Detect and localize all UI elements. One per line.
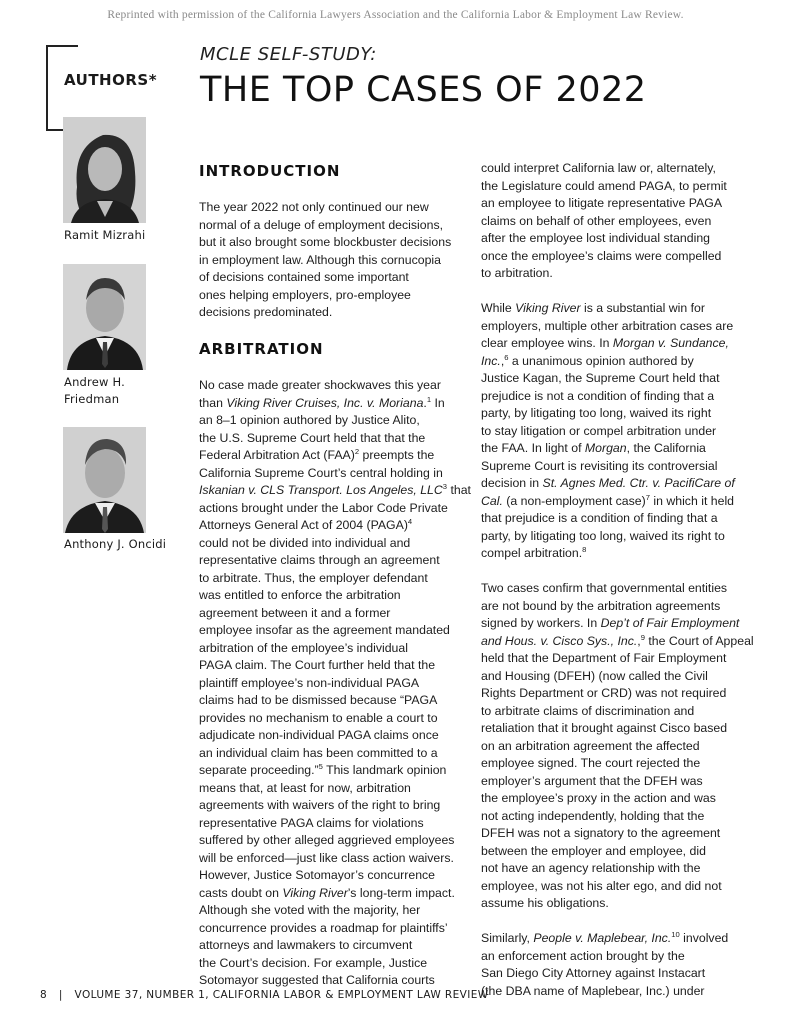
paragraph <box>481 930 754 1000</box>
text-line: employer’s argument that the DFEH was <box>481 773 703 788</box>
text-line: normal of a deluge of employment decisions, <box>199 217 444 232</box>
text-line: Two cases confirm that governmental entities <box>481 581 728 595</box>
text-line: attorneys and lawmakers to circumvent <box>199 938 413 952</box>
text-line: prejudice is not a condition of finding that a <box>481 388 715 403</box>
text-line: are not bound by the arbitration agreements <box>481 598 721 613</box>
text-line: not acting independently, holding that the <box>481 808 705 823</box>
text-line: provides no mechanism to enable a court to <box>199 710 438 725</box>
text-line: adjudicate non-individual PAGA claims once <box>199 728 439 742</box>
text-line: representative claims through an agreement <box>199 553 440 567</box>
text-line: retaliation that it brought against Cisco based <box>481 721 728 735</box>
series-label: MCLE SELF-STUDY: <box>200 44 377 65</box>
text-line: but it also brought some blockbuster decisions <box>199 235 452 249</box>
text-line: DFEH was not a signatory to the agreement <box>481 826 721 840</box>
author-name-line: Friedman <box>64 392 120 406</box>
text-line: to stay litigation or compel arbitration under <box>481 423 717 438</box>
text-line: not have an agency relationship with the <box>481 861 701 875</box>
text-line: claims on behalf of other employees, even <box>481 213 712 228</box>
paragraph <box>481 300 754 563</box>
text-line: could interpret California law or, alternately, <box>481 161 716 175</box>
text-line: Although she voted with the majority, her <box>199 903 421 917</box>
text-line: California Supreme Court’s central holding in <box>199 465 443 480</box>
article-title: THE TOP CASES OF 2022 <box>200 70 647 110</box>
reprint-notice: Reprinted with permission of the California Lawyers Association and the California Labor & Employment Law Review. <box>107 9 684 21</box>
paragraph <box>481 160 754 283</box>
text-line: the Legislature could amend PAGA, to permit <box>481 178 727 193</box>
text-line: an enforcement action brought by the <box>481 948 685 963</box>
text-line: could not be divided into individual and <box>199 535 411 550</box>
text-line: employers, multiple other arbitration cases are <box>481 318 734 333</box>
text-line: Iskanian v. CLS Transport. Los Angeles, LLC$^3$ that <box>199 481 471 497</box>
text-line: compel arbitration.$^8$ <box>481 544 587 560</box>
arbitration-text <box>199 377 471 990</box>
page-number: 8 <box>40 989 48 1001</box>
introduction-text <box>199 199 451 322</box>
author-name-line: Ramit Mizrahi <box>64 228 146 242</box>
author-name-line: Anthony J. Oncidi <box>64 537 167 551</box>
text-line: (the DBA name of Maplebear, Inc.) under <box>481 983 705 998</box>
text-line: employee insofar as the agreement mandated <box>199 623 450 637</box>
text-line: means that, at least for now, arbitration <box>199 780 411 795</box>
text-line: Federal Arbitration Act (FAA)$^2$ preempts the <box>199 446 435 462</box>
text-line: party, by litigating too long, waived its right <box>481 406 712 420</box>
text-line: an individual claim has been committed to a <box>199 745 438 760</box>
text-line: The year 2022 not only continued our new <box>199 200 429 214</box>
text-line: PAGA claim. The Court further held that the <box>199 658 436 672</box>
text-line: to arbitration. <box>481 266 553 280</box>
text-line: between the employer and employee, did <box>481 843 706 858</box>
author-name-line: Andrew H. <box>64 375 125 389</box>
text-line: decisions predominated. <box>199 305 333 319</box>
text-line: will be enforced—just like class action waivers. <box>199 850 454 865</box>
authors-label: AUTHORS* <box>64 71 158 89</box>
text-line: assume his obligations. <box>481 896 609 910</box>
text-line: that prejudice is a condition of finding that a <box>481 511 718 525</box>
text-line: casts doubt on Viking River’s long-term impact. <box>199 885 455 900</box>
author-photo-anthony-oncidi <box>63 427 146 533</box>
text-line: San Diego City Attorney against Instacart <box>481 966 706 980</box>
text-line: signed by workers. In Dep’t of Fair Employment <box>481 616 740 630</box>
text-line: actions brought under the Labor Code Private <box>199 500 448 515</box>
text-line: ones helping employers, pro-employee <box>199 287 411 302</box>
text-line: claims had to be dismissed because “PAGA <box>199 693 438 707</box>
footer-separator: | <box>58 989 63 1001</box>
text-line: in employment law. Although this cornucopia <box>199 252 441 267</box>
text-line: an employee to litigate representative PAGA <box>481 196 723 210</box>
author-name-1 <box>64 227 145 244</box>
text-line: once the employee’s claims were compelled <box>481 248 722 263</box>
text-line: an 8–1 opinion authored by Justice Alito, <box>199 413 420 427</box>
text-line: and Hous. v. Cisco Sys., Inc.,$^9$ the Court of Appeal <box>481 632 754 648</box>
text-line: to arbitrate claims of discrimination and <box>481 703 695 718</box>
author-photo-andrew-friedman <box>63 264 146 370</box>
text-line: held that the Department of Fair Employment <box>481 651 727 665</box>
text-line: the employee’s proxy in the action and was <box>481 791 716 805</box>
text-line: decision in St. Agnes Med. Ctr. v. PacifiCare of <box>481 476 735 490</box>
text-line: agreements with waivers of the right to bring <box>199 798 441 812</box>
text-line: While Viking River is a substantial win for <box>481 301 705 315</box>
text-line: was entitled to enforce the arbitration <box>199 588 401 602</box>
text-line: Similarly, People v. Maplebear, Inc.$^{10}$ involved <box>481 929 729 945</box>
text-line: after the employee lost individual standing <box>481 231 710 245</box>
text-line: Justice Kagan, the Supreme Court held that <box>481 371 720 385</box>
text-line: the FAA. In light of Morgan, the California <box>481 441 706 455</box>
text-line: concurrence provides a roadmap for plaintiffs’ <box>199 920 448 935</box>
paragraph <box>481 580 754 913</box>
text-line: Inc.,$^6$ a unanimous opinion authored by <box>481 352 694 368</box>
author-name-3 <box>64 536 166 553</box>
text-line: the Court’s decision. For example, Justice <box>199 955 428 970</box>
text-line: separate proceeding.”$^5$ This landmark opinion <box>199 761 447 777</box>
arbitration-heading: ARBITRATION <box>199 340 324 358</box>
text-line: to arbitrate. Thus, the employer defendant <box>199 570 428 585</box>
text-line: However, Justice Sotomayor’s concurrence <box>199 868 436 882</box>
text-line: on an arbitration agreement the affected <box>481 738 700 753</box>
introduction-heading: INTRODUCTION <box>199 162 341 180</box>
text-line: employee signed. The court rejected the <box>481 756 701 770</box>
text-line: suffered by other alleged aggrieved employees <box>199 833 455 847</box>
right-column-text <box>481 160 754 1000</box>
text-line: clear employee wins. In Morgan v. Sundance, <box>481 336 729 350</box>
text-line: representative PAGA claims for violations <box>199 815 424 830</box>
publication-name: VOLUME 37, NUMBER 1, CALIFORNIA LABOR & EMPLOYMENT LAW REVIEW <box>74 989 489 1001</box>
text-line: the U.S. Supreme Court held that that the <box>199 430 426 445</box>
author-photo-ramit-mizrahi <box>63 117 146 223</box>
text-line: Supreme Court is revisiting its controversial <box>481 458 718 473</box>
text-line: arbitration of the employee’s individual <box>199 640 408 655</box>
text-line: agreement between it and a former <box>199 605 391 620</box>
text-line: and Housing (DFEH) (now called the Civil <box>481 668 708 683</box>
text-line: Sotomayor suggested that California courts <box>199 973 435 987</box>
text-line: party, by litigating too long, waived its right to <box>481 528 725 543</box>
text-line: employee, was not his alter ego, and did not <box>481 878 722 893</box>
page-footer <box>40 989 489 1001</box>
text-line: Cal. (a non-employment case)$^7$ in which it held <box>481 492 735 508</box>
text-line: No case made greater shockwaves this year <box>199 378 441 392</box>
author-name-2 <box>64 374 125 408</box>
text-line: Rights Department or CRD) was not required <box>481 686 727 700</box>
text-line: plaintiff employee’s non-individual PAGA <box>199 675 420 690</box>
text-line: than Viking River Cruises, Inc. v. Moriana.$^1$ In <box>199 394 445 410</box>
text-line: Attorneys General Act of 2004 (PAGA)$^4$ <box>199 516 413 532</box>
text-line: of decisions contained some important <box>199 270 409 284</box>
